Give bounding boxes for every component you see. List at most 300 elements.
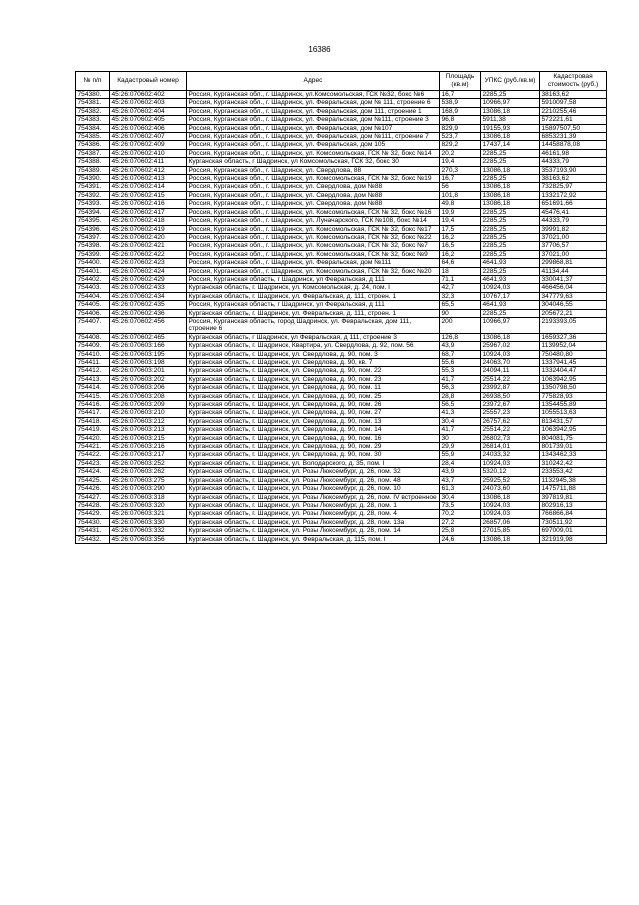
upks: 2285,25 xyxy=(481,250,540,258)
table-row xyxy=(76,242,607,250)
cadastral-number: 45:26:070603:290 xyxy=(110,485,187,493)
upks: 24094,11 xyxy=(481,367,540,375)
cadastral-number: 45:26:070603:330 xyxy=(110,518,187,526)
table-row xyxy=(76,166,607,174)
address: Россия, Курганская область, г Шадринск, ул Февральская, д 111 xyxy=(187,275,440,283)
cadastral-number: 45:26:070603:318 xyxy=(110,493,187,501)
table-row xyxy=(76,259,607,267)
area: 61,3 xyxy=(440,485,481,493)
row-number: 754387. xyxy=(76,149,110,157)
table-row xyxy=(76,468,607,476)
area: 523,7 xyxy=(440,133,481,141)
row-number: 754432. xyxy=(76,535,110,543)
cadastral-number: 45:26:070603:215 xyxy=(110,434,187,442)
upks: 17437,14 xyxy=(481,141,540,149)
row-number: 754405. xyxy=(76,301,110,309)
table-row xyxy=(76,124,607,132)
table-row xyxy=(76,459,607,467)
area: 90 xyxy=(440,309,481,317)
address: Курганская область, г. Шадринск, ул. Володарского, д. 35, пом. I xyxy=(187,459,440,467)
cadastral-number: 45:26:070602:420 xyxy=(110,233,187,241)
cadastral-value: 1063942,95 xyxy=(540,426,607,434)
area: 56,3 xyxy=(440,384,481,392)
upks: 2285,25 xyxy=(481,217,540,225)
area: 16,2 xyxy=(440,250,481,258)
address: Курганская область, г. Шадринск, ул. Февральская, д. 111, строен. 1 xyxy=(187,292,440,300)
cadastral-number: 45:26:070603:206 xyxy=(110,384,187,392)
upks: 4641,93 xyxy=(481,275,540,283)
area: 16,2 xyxy=(440,233,481,241)
table-row xyxy=(76,91,607,99)
address: Россия, Курганская обл., г. Шадринск, ул. Февральская, дом 111, строение 1 xyxy=(187,107,440,115)
address: Курганская область, г. Шадринск, ул. Свердлова, д. 90, пом. 29 xyxy=(187,443,440,451)
cadastral-number: 45:26:070603:201 xyxy=(110,367,187,375)
area: 19,9 xyxy=(440,208,481,216)
cadastral-value: 804081,75 xyxy=(540,434,607,442)
row-number: 754390. xyxy=(76,175,110,183)
cadastral-number: 45:26:070603:210 xyxy=(110,409,187,417)
table-row xyxy=(76,476,607,484)
area: 28,8 xyxy=(440,392,481,400)
table-row xyxy=(76,217,607,225)
address: Россия, Курганская обл., г. Шадринск, ул. Февральская, дом №107 xyxy=(187,124,440,132)
row-number: 754398. xyxy=(76,242,110,250)
row-number: 754396. xyxy=(76,225,110,233)
upks: 23972,67 xyxy=(481,401,540,409)
upks: 13086,18 xyxy=(481,191,540,199)
address: Россия, Курганская обл., г. Шадринск, ул. Комсомольская, ГСК № 32, бокс №16 xyxy=(187,208,440,216)
area: 41,3 xyxy=(440,409,481,417)
cadastral-number: 45:26:070602:405 xyxy=(110,116,187,124)
area: 73,5 xyxy=(440,501,481,509)
row-number: 754383. xyxy=(76,116,110,124)
upks: 10924,03 xyxy=(481,510,540,518)
upks: 13086,18 xyxy=(481,107,540,115)
row-number: 754415. xyxy=(76,392,110,400)
cadastral-number: 45:26:070602:419 xyxy=(110,225,187,233)
upks: 13086,18 xyxy=(481,166,540,174)
address: Курганская область, г. Шадринск, ул. Свердлова, д. 90, пом. 25 xyxy=(187,392,440,400)
header-number: № п/п xyxy=(76,72,110,91)
cadastral-value: 1332404,47 xyxy=(540,367,607,375)
cadastral-number: 45:26:070602:435 xyxy=(110,301,187,309)
cadastral-value: 697009,01 xyxy=(540,527,607,535)
cadastral-number: 45:26:070603:320 xyxy=(110,501,187,509)
address: Курганская область, г. Шадринск, ул. Свердлова, д. 90, пом. 13 xyxy=(187,417,440,425)
area: 16,5 xyxy=(440,242,481,250)
row-number: 754389. xyxy=(76,166,110,174)
cadastral-value: 775828,93 xyxy=(540,392,607,400)
area: 24,6 xyxy=(440,535,481,543)
table-row xyxy=(76,426,607,434)
cadastral-value: 730511,92 xyxy=(540,518,607,526)
table-row xyxy=(76,342,607,350)
cadastral-value: 299868,81 xyxy=(540,259,607,267)
cadastral-value: 6853231,39 xyxy=(540,133,607,141)
upks: 27015,85 xyxy=(481,527,540,535)
area: 30,4 xyxy=(440,493,481,501)
address: Россия, Курганская обл., г. Шадринск, ул. Свердлова, дом №88 xyxy=(187,191,440,199)
row-number: 754421. xyxy=(76,443,110,451)
cadastral-value: 44333,79 xyxy=(540,158,607,166)
row-number: 754410. xyxy=(76,350,110,358)
row-number: 754397. xyxy=(76,233,110,241)
cadastral-number: 45:26:070603:208 xyxy=(110,392,187,400)
table-row xyxy=(76,141,607,149)
area: 43,9 xyxy=(440,342,481,350)
header-area: Площадь (кв.м) xyxy=(440,72,481,91)
cadastral-number: 45:26:070602:422 xyxy=(110,250,187,258)
table-row xyxy=(76,116,607,124)
table-row xyxy=(76,158,607,166)
address: Россия, Курганская обл., г. Шадринск, ул. Февральская, дом № 111, строение 6 xyxy=(187,99,440,107)
area: 200 xyxy=(440,317,481,333)
address: Россия, Курганская обл., г. Шадринск, ул. Февральская, дом №111 xyxy=(187,259,440,267)
cadastral-number: 45:26:070603:198 xyxy=(110,359,187,367)
upks: 13086,18 xyxy=(481,333,540,341)
cadastral-value: 397819,81 xyxy=(540,493,607,501)
upks: 13086,18 xyxy=(481,183,540,191)
address: Курганская область, г. Шадринск, ул. Февральская, д. 111, строен. 1 xyxy=(187,309,440,317)
upks: 26857,06 xyxy=(481,518,540,526)
cadastral-value: 45476,41 xyxy=(540,208,607,216)
table-row xyxy=(76,301,607,309)
address: Россия, Курганская обл., г. Шадринск, ул. Комсомольская, ГСК № 32, бокс №7 xyxy=(187,242,440,250)
cadastral-value: 14458878,08 xyxy=(540,141,607,149)
area: 55,6 xyxy=(440,359,481,367)
row-number: 754423. xyxy=(76,459,110,467)
upks: 25557,23 xyxy=(481,409,540,417)
cadastral-number: 45:26:070602:418 xyxy=(110,217,187,225)
row-number: 754425. xyxy=(76,476,110,484)
area: 17,5 xyxy=(440,225,481,233)
address: Курганская область, г. Шадринск, ул. Розы Люксембург, д. 26, пом. IV встроенное xyxy=(187,493,440,501)
table-row xyxy=(76,107,607,115)
cadastral-number: 45:26:070602:407 xyxy=(110,133,187,141)
table-row xyxy=(76,434,607,442)
cadastral-value: 1063942,95 xyxy=(540,375,607,383)
address: Курганская область, г. Шадринск, ул. Свердлова, д. 90, кв. 7 xyxy=(187,359,440,367)
address: Россия, Курганская обл., г. Шадринск, ул. Луначарского, ГСК №108, бокс №14 xyxy=(187,217,440,225)
row-number: 754428. xyxy=(76,501,110,509)
area: 16,7 xyxy=(440,175,481,183)
cadastral-number: 45:26:070602:456 xyxy=(110,317,187,333)
row-number: 754393. xyxy=(76,200,110,208)
cadastral-value-table xyxy=(75,71,607,544)
upks: 10767,17 xyxy=(481,292,540,300)
address: Россия, Курганская обл., г. Шадринск, ул. Свердлова, дом №88 xyxy=(187,200,440,208)
address: Курганская область, г. Шадринск, ул. Розы Люксембург, д. 28, пом. 4 xyxy=(187,510,440,518)
cadastral-value: 802916,13 xyxy=(540,501,607,509)
table-row xyxy=(76,333,607,341)
upks: 2285,25 xyxy=(481,225,540,233)
cadastral-value: 766866,84 xyxy=(540,510,607,518)
cadastral-value: 38163,62 xyxy=(540,91,607,99)
row-number: 754394. xyxy=(76,208,110,216)
table-row xyxy=(76,191,607,199)
row-number: 754414. xyxy=(76,384,110,392)
cadastral-value: 37021,00 xyxy=(540,250,607,258)
row-number: 754402. xyxy=(76,275,110,283)
table-row xyxy=(76,375,607,383)
cadastral-number: 45:26:070602:402 xyxy=(110,91,187,99)
table-header-row xyxy=(76,72,607,91)
cadastral-value: 1332172,92 xyxy=(540,191,607,199)
upks: 24073,60 xyxy=(481,485,540,493)
upks: 13086,18 xyxy=(481,535,540,543)
upks: 26802,73 xyxy=(481,434,540,442)
row-number: 754401. xyxy=(76,267,110,275)
area: 20,2 xyxy=(440,149,481,157)
address: Курганская область, г. Шадринск, ул. Свердлова, д. 90, пом. 16 xyxy=(187,434,440,442)
row-number: 754385. xyxy=(76,133,110,141)
cadastral-value: 801739,01 xyxy=(540,443,607,451)
address: Россия, Курганская обл., г. Шадринск, ул. Февральская, дом №111, строение 7 xyxy=(187,133,440,141)
row-number: 754430. xyxy=(76,518,110,526)
address: Курганская область, г. Шадринск, ул. Свердлова, д. 90, пом. 27 xyxy=(187,409,440,417)
area: 49,8 xyxy=(440,200,481,208)
row-number: 754416. xyxy=(76,401,110,409)
area: 270,3 xyxy=(440,166,481,174)
cadastral-value: 1337941,45 xyxy=(540,359,607,367)
cadastral-number: 45:26:070602:417 xyxy=(110,208,187,216)
address: Курганская область, г. Шадринск, ул. Февральская, д. 115, пом. I xyxy=(187,535,440,543)
table-row xyxy=(76,200,607,208)
area: 168,9 xyxy=(440,107,481,115)
row-number: 754422. xyxy=(76,451,110,459)
upks: 10966,97 xyxy=(481,317,540,333)
table-row xyxy=(76,485,607,493)
page-number: 16386 xyxy=(308,45,331,54)
address: Курганская область, г. Шадринск, ул. Свердлова, д. 90, пом. 3 xyxy=(187,350,440,358)
upks: 10966,97 xyxy=(481,99,540,107)
upks: 24033,32 xyxy=(481,451,540,459)
header-cadastral-value: Кадастровая стоимость (руб.) xyxy=(540,72,607,91)
cadastral-number: 45:26:070602:404 xyxy=(110,107,187,115)
cadastral-value: 813431,57 xyxy=(540,417,607,425)
area: 16,7 xyxy=(440,91,481,99)
address: Курганская область, г. Шадринск, ул. Розы Люксембург, д. 26, пом. 32 xyxy=(187,468,440,476)
table-row xyxy=(76,527,607,535)
row-number: 754404. xyxy=(76,292,110,300)
area: 70,2 xyxy=(440,510,481,518)
address: Россия, Курганская обл., г. Шадринск, ул. Комсомольская, ГСК № 32, бокс №19 xyxy=(187,175,440,183)
table-row xyxy=(76,535,607,543)
table-row xyxy=(76,401,607,409)
table-row xyxy=(76,417,607,425)
row-number: 754403. xyxy=(76,284,110,292)
row-number: 754381. xyxy=(76,99,110,107)
cadastral-value: 5910097,58 xyxy=(540,99,607,107)
table-row xyxy=(76,443,607,451)
upks: 23992,87 xyxy=(481,384,540,392)
upks: 13086,18 xyxy=(481,133,540,141)
cadastral-value: 37706,57 xyxy=(540,242,607,250)
row-number: 754427. xyxy=(76,493,110,501)
cadastral-number: 45:26:070602:415 xyxy=(110,191,187,199)
area: 829,2 xyxy=(440,141,481,149)
row-number: 754386. xyxy=(76,141,110,149)
upks: 13086,18 xyxy=(481,200,540,208)
upks: 24063,70 xyxy=(481,359,540,367)
address: Курганская область, г. Шадринск, ул. Розы Люксембург, д. 28, пом. 1 xyxy=(187,501,440,509)
cadastral-value: 1475711,88 xyxy=(540,485,607,493)
row-number: 754388. xyxy=(76,158,110,166)
cadastral-value: 651691,66 xyxy=(540,200,607,208)
cadastral-value: 38163,62 xyxy=(540,175,607,183)
row-number: 754411. xyxy=(76,359,110,367)
table-row xyxy=(76,317,607,333)
address: Россия, Курганская обл., г. Шадринск, ул. Комсомольская, ГСК № 32, бокс №17 xyxy=(187,225,440,233)
cadastral-number: 45:26:070603:321 xyxy=(110,510,187,518)
table-row xyxy=(76,350,607,358)
upks: 25967,02 xyxy=(481,342,540,350)
cadastral-number: 45:26:070602:412 xyxy=(110,166,187,174)
table-row xyxy=(76,250,607,258)
upks: 2285,25 xyxy=(481,149,540,157)
cadastral-number: 45:26:070603:202 xyxy=(110,375,187,383)
row-number: 754407. xyxy=(76,317,110,333)
cadastral-value: 39991,82 xyxy=(540,225,607,233)
area: 126,8 xyxy=(440,333,481,341)
table-row xyxy=(76,225,607,233)
area: 29,9 xyxy=(440,443,481,451)
cadastral-value: 750480,80 xyxy=(540,350,607,358)
cadastral-number: 45:26:070602:429 xyxy=(110,275,187,283)
address: Россия, Курганская обл., г. Шадринск, ул. Свердлова, 88 xyxy=(187,166,440,174)
table-row xyxy=(76,183,607,191)
area: 30,4 xyxy=(440,417,481,425)
area: 829,9 xyxy=(440,124,481,132)
table-row xyxy=(76,384,607,392)
row-number: 754420. xyxy=(76,434,110,442)
cadastral-value: 1350798,50 xyxy=(540,384,607,392)
upks: 10924,03 xyxy=(481,350,540,358)
address: Россия, Курганская обл., г. Шадринск, ул. Февральская, дом №111, строение 3 xyxy=(187,116,440,124)
row-number: 754417. xyxy=(76,409,110,417)
row-number: 754400. xyxy=(76,259,110,267)
address: Россия, Курганская область, г Шадринск, ул Февральская, д 111 xyxy=(187,301,440,309)
upks: 25925,52 xyxy=(481,476,540,484)
table-row xyxy=(76,233,607,241)
cadastral-number: 45:26:070602:411 xyxy=(110,158,187,166)
upks: 2285,25 xyxy=(481,91,540,99)
cadastral-value: 233553,42 xyxy=(540,468,607,476)
area: 56,5 xyxy=(440,401,481,409)
upks: 2285,25 xyxy=(481,233,540,241)
table-row xyxy=(76,267,607,275)
cadastral-number: 45:26:070603:195 xyxy=(110,350,187,358)
area: 68,7 xyxy=(440,350,481,358)
address: Курганская область, г. Шадринск, ул. Розы Люксембург, д. 26, пом. 48 xyxy=(187,476,440,484)
cadastral-value: 1132945,38 xyxy=(540,476,607,484)
upks: 2285,25 xyxy=(481,309,540,317)
area: 41,7 xyxy=(440,426,481,434)
cadastral-number: 45:26:070603:275 xyxy=(110,476,187,484)
header-cadastral-number: Кадастровый номер xyxy=(110,72,187,91)
cadastral-number: 45:26:070603:216 xyxy=(110,443,187,451)
area: 65,5 xyxy=(440,301,481,309)
upks: 10924,03 xyxy=(481,501,540,509)
cadastral-value: 321919,98 xyxy=(540,535,607,543)
cadastral-value: 44333,79 xyxy=(540,217,607,225)
upks: 2285,25 xyxy=(481,242,540,250)
address: Курганская область, г. Шадринск, ул. Свердлова, д. 90, пом. 30 xyxy=(187,451,440,459)
address: Россия, Курганская область, город Шадринск, ул. Февральская, дом 111, строение 6 xyxy=(187,317,440,333)
upks: 26938,50 xyxy=(481,392,540,400)
table-row xyxy=(76,518,607,526)
upks: 4641,93 xyxy=(481,259,540,267)
row-number: 754413. xyxy=(76,375,110,383)
area: 43,9 xyxy=(440,468,481,476)
cadastral-value: 15897507,50 xyxy=(540,124,607,132)
address: Россия, Курганская обл., г. Шадринск, ул. Комсомольская, ГСК № 32, бокс №14 xyxy=(187,149,440,157)
cadastral-value: 572221,61 xyxy=(540,116,607,124)
upks: 2285,25 xyxy=(481,175,540,183)
address: Курганская область, г. Шадринск, ул. Розы Люксембург, д. 28, пом. 14 xyxy=(187,527,440,535)
upks: 26814,01 xyxy=(481,443,540,451)
cadastral-value: 2210255,46 xyxy=(540,107,607,115)
address: Курганская область, г. Шадринск, ул. Свердлова, д. 90, пом. 26 xyxy=(187,401,440,409)
cadastral-value: 347779,63 xyxy=(540,292,607,300)
upks: 5320,12 xyxy=(481,468,540,476)
cadastral-number: 45:26:070603:217 xyxy=(110,451,187,459)
area: 41,7 xyxy=(440,375,481,383)
address: Россия, Курганская обл., г. Шадринск, ул. Февральская, дом 105 xyxy=(187,141,440,149)
address: Курганская область, г. Шадринск, ул. Комсомольская, д. 24, пом. I xyxy=(187,284,440,292)
cadastral-number: 45:26:070603:213 xyxy=(110,426,187,434)
cadastral-value: 1055513,63 xyxy=(540,409,607,417)
area: 56 xyxy=(440,183,481,191)
cadastral-number: 45:26:070603:212 xyxy=(110,417,187,425)
table-row xyxy=(76,208,607,216)
address: Россия, Курганская обл., г. Шадринск, ул. Свердлова, дом №88 xyxy=(187,183,440,191)
address: Курганская область, г. Шадринск, ул. Свердлова, д. 90, пом. 23 xyxy=(187,375,440,383)
upks: 25514,22 xyxy=(481,375,540,383)
upks: 10924,03 xyxy=(481,459,540,467)
address: Россия, Курганская обл., г. Шадринск, ул. Комсомольская, ГСК № 32, бокс №22 xyxy=(187,233,440,241)
row-number: 754419. xyxy=(76,426,110,434)
address: Курганская область, г. Шадринск, ул. Розы Люксембург, д. 26, пом. 10 xyxy=(187,485,440,493)
area: 43,7 xyxy=(440,476,481,484)
area: 101,8 xyxy=(440,191,481,199)
address: Курганская область, г. Шадринск, Квартира, ул. Свердлова, д. 92, пом. 56 xyxy=(187,342,440,350)
cadastral-value: 205672,21 xyxy=(540,309,607,317)
area: 42,7 xyxy=(440,284,481,292)
area: 27,2 xyxy=(440,518,481,526)
row-number: 754406. xyxy=(76,309,110,317)
table-row xyxy=(76,149,607,157)
address: Курганская область, г Шадринск, ул Комсомольская, ГСК 32, бокс 30 xyxy=(187,158,440,166)
cadastral-number: 45:26:070602:416 xyxy=(110,200,187,208)
address: Россия, Курганская обл., г. Шадринск, ул. Комсомольская, ГСК № 32, бокс №9 xyxy=(187,250,440,258)
cadastral-value: 37021,00 xyxy=(540,233,607,241)
address: Курганская область, г. Шадринск, ул. Свердлова, д. 90, пом. 22 xyxy=(187,367,440,375)
row-number: 754429. xyxy=(76,510,110,518)
area: 25,8 xyxy=(440,527,481,535)
table-row xyxy=(76,175,607,183)
cadastral-value: 3537193,90 xyxy=(540,166,607,174)
area: 19,4 xyxy=(440,217,481,225)
area: 538,9 xyxy=(440,99,481,107)
row-number: 754424. xyxy=(76,468,110,476)
table-row xyxy=(76,367,607,375)
cadastral-value: 304046,55 xyxy=(540,301,607,309)
table-row xyxy=(76,409,607,417)
cadastral-value: 466456,04 xyxy=(540,284,607,292)
row-number: 754426. xyxy=(76,485,110,493)
upks: 13086,18 xyxy=(481,493,540,501)
